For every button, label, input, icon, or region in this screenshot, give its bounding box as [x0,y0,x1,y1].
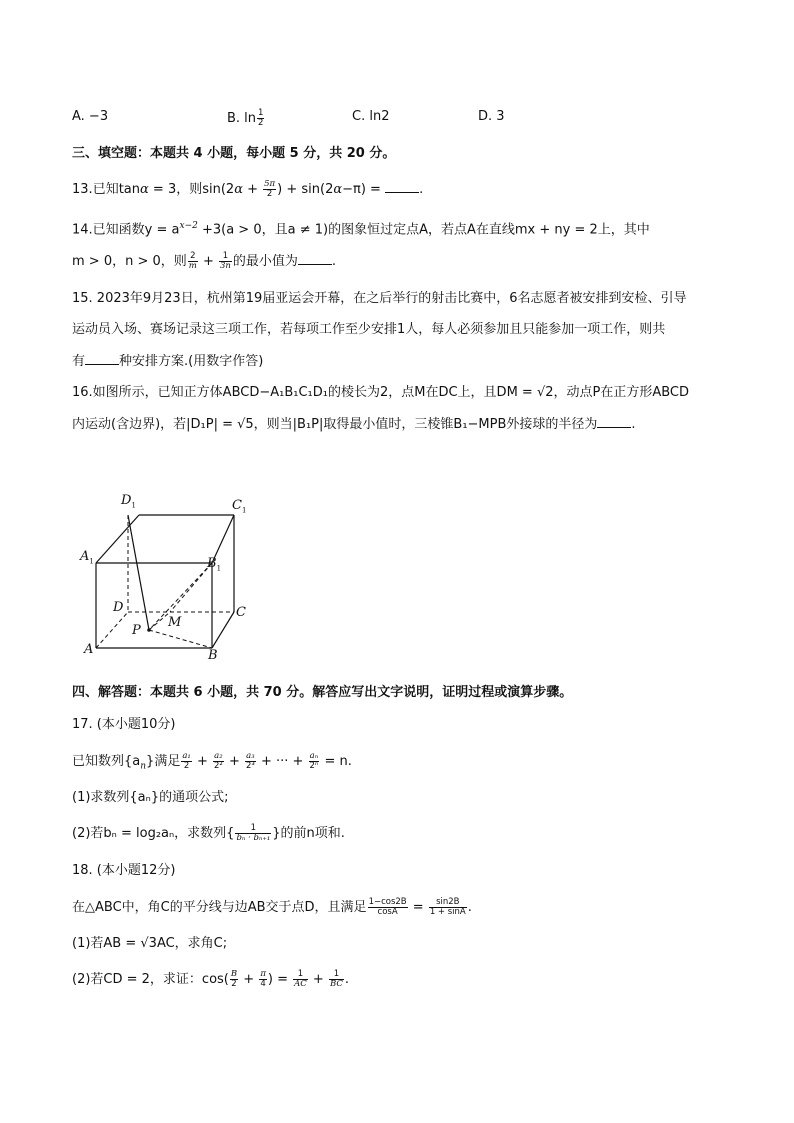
question-17-part-2: (2)若bₙ = log₂aₙ，求数列{ $\frac{1}{\text{bₙ · bₙ₊₁}}$ }的前n项和. [72,823,345,843]
point-P [147,628,151,632]
section-3-title: 三、填空题：本题共 4 小题，每小题 5 分，共 20 分。 [72,146,396,161]
question-15-line-3: 有 种安排方案.(用数字作答) [72,354,264,369]
label-B1: $B_1$ [207,556,222,573]
label-C1: $C_1$ [232,498,247,515]
segment-P-B [149,630,212,648]
question-17-part-1: (1)求数列{aₙ}的通项公式; [72,790,229,805]
question-18-header: 18. (本小题12分) [72,863,176,878]
edge-B-C [212,612,234,648]
choice-a: A. −3 [72,109,109,124]
label-D1: $D_1$ [121,493,136,510]
choice-b: B. ln $\frac{1}{2}$ [227,108,264,128]
label-A1: $A_1$ [80,549,94,566]
question-18-part-1: (1)若AB = √3AC，求角C; [72,936,228,951]
label-M: M [168,615,182,630]
label-A: A [84,642,94,657]
question-13: 13.已知tanα = 3，则sin(2α + $\frac{5\pi}{2}$ ) + sin(2α−π) = . [72,179,424,199]
question-16-line-1: 16.如图所示，已知正方体ABCD−A₁B₁C₁D₁的棱长为2，点M在DC上，且DM = √2，动点P在正方形ABCD [72,385,690,400]
fraction: $\frac{1}{2}$ [258,108,264,128]
segment-D1-P [128,515,149,630]
section-4-title: 四、解答题：本题共 6 小题，共 70 分。解答应写出文字说明，证明过程或演算步骤。 [72,685,573,700]
question-14-line-1: 14.已知函数$y = a^{x-2} +3(a > 0$，且a ≠ 1)的图象恒过定点A，若点A在直线mx + ny = 2上，其中 [72,221,650,238]
question-15-line-2: 运动员入场、赛场记录这三项工作，若每项工作至少安排1人，每人必须参加且只能参加一项工作，则共 [72,322,666,337]
choice-d: D. 3 [478,109,505,124]
choice-c: C. ln2 [352,109,390,124]
edge-A-D [96,612,128,648]
segment-B1-M [170,563,212,612]
label-P: P [132,623,141,638]
question-16-line-2: 内运动(含边界)，若|D₁P| = √5，则当|B₁P|取得最小值时，三棱锥B₁−MPB外接球的半径为 . [72,417,636,432]
label-C: C [236,605,246,620]
question-14-line-2: m > 0，n > 0，则 $\frac{2}{m}$ + $\frac{1}{3n}$ 的最小值为 . [72,251,337,271]
question-18-part-2: (2)若CD = 2，求证：cos( $\frac{B}{2}$ + $\frac{\pi}{4}$ ) = $\frac{1}{AC}$ + $\frac{1}{BC}$ . [72,969,350,989]
question-15-line-1: 15. 2023年9月23日，杭州第19届亚运会开幕，在之后举行的射击比赛中，6名志愿者被安排到安检、引导 [72,291,687,306]
label-D: D [113,600,124,615]
question-18-stem: 在△ABC中，角C的平分线与边AB交于点D，且满足 $\frac{1-\cos 2B}{\cos A}$ = $\frac{\sin 2B}{1 + \sin A}$ . [72,897,472,917]
question-17-stem: 已知数列$\{a_n\}$满足 $\frac{\text{a₁}}{2}$ + $\frac{\text{a₂}}{\text{2²}}$ + $\frac{\text{a₃}}{\text{2³}}$ + ··· + $\frac{\text{aₙ}}{\text{2ⁿ}}$ = n. [72,751,352,772]
question-17-header: 17. (本小题10分) [72,717,176,732]
label-B: B [208,648,218,663]
